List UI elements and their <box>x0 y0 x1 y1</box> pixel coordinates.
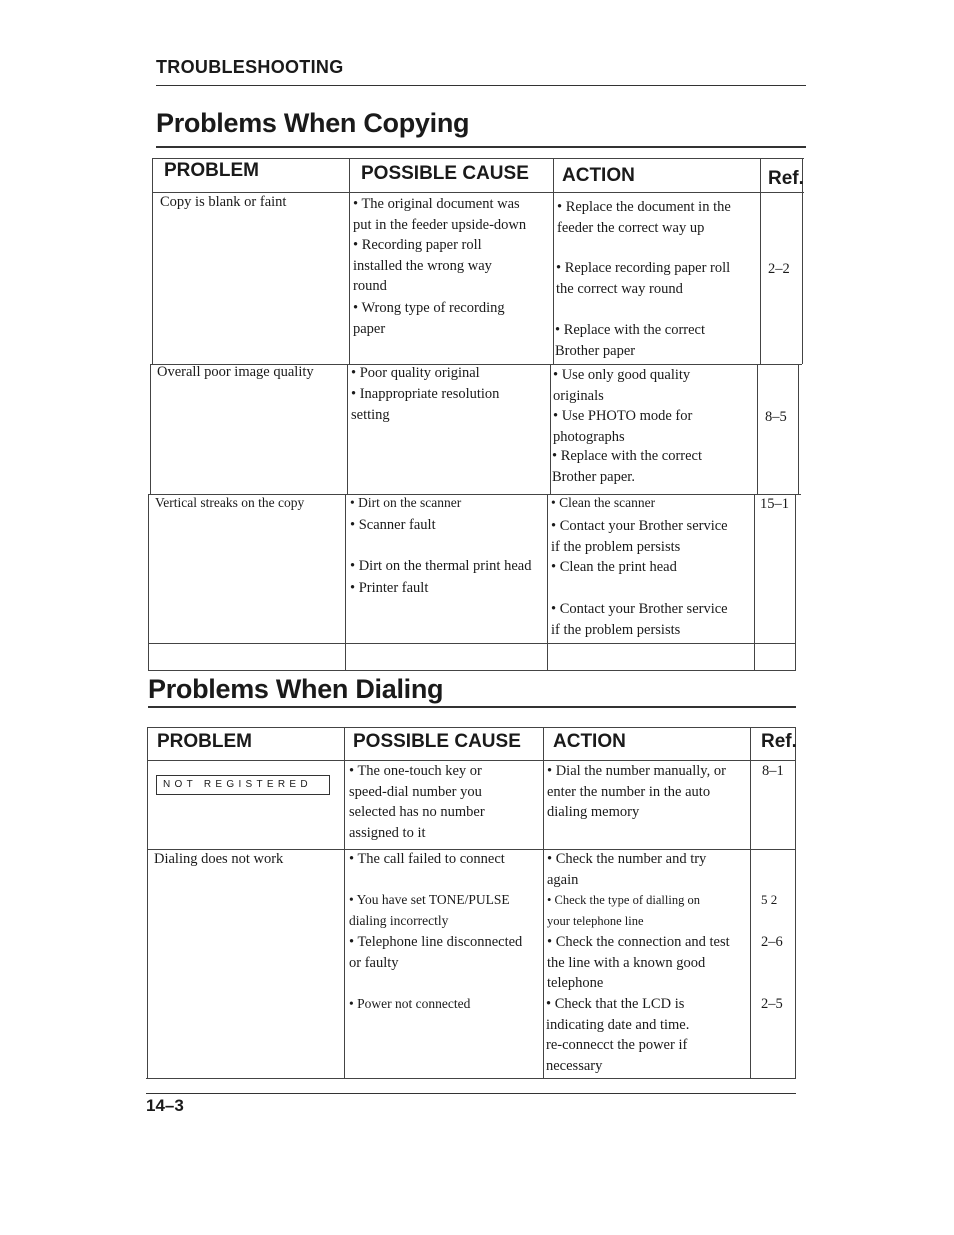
copying-row-3-cause: • Dirt on the thermal print head <box>350 558 532 574</box>
dialing-header-ref: Ref. <box>761 731 797 752</box>
dialing-col-line <box>344 727 345 1078</box>
copying-row-2-cause: • Inappropriate resolution setting <box>351 386 500 423</box>
page-number: 14–3 <box>146 1096 184 1115</box>
copying-row-3-ref: 15–1 <box>760 496 789 512</box>
top-rule <box>156 85 806 86</box>
copying-row-1-ref: 2–2 <box>768 261 790 277</box>
dialing-col-line <box>543 727 544 1078</box>
copying-col-line <box>547 494 548 670</box>
copying-row-3-action: • Contact your Brother service if the problem persists <box>551 518 728 555</box>
copying-row-1-action: • Replace the document in the feeder the correct way up <box>557 199 731 236</box>
lcd-message-display: NOT REGISTERED <box>156 775 330 795</box>
dialing-col-line <box>795 727 796 1078</box>
dialing-col-line <box>750 727 751 1078</box>
dialing-header-problem: PROBLEM <box>157 731 252 752</box>
copying-row-1-action: • Replace recording paper roll the correct way round <box>556 260 731 297</box>
copying-header-cause: POSSIBLE CAUSE <box>361 163 529 184</box>
dialing-header-action: ACTION <box>553 731 626 752</box>
dialing-table-top <box>148 727 796 728</box>
dialing-heading: Problems When Dialing <box>148 674 444 704</box>
dialing-heading-rule <box>148 706 796 708</box>
dialing-table-bottom <box>146 1078 796 1079</box>
copying-row-divider <box>148 643 796 644</box>
copying-header-action: ACTION <box>562 165 635 186</box>
copying-row-3-action: • Contact your Brother service if the problem persists <box>551 601 728 638</box>
copying-col-line <box>148 494 149 670</box>
copying-col-line <box>150 364 151 494</box>
copying-heading: Problems When Copying <box>156 108 470 138</box>
dialing-row-2-action: • Check that the LCD is indicating date and time. re-connecct the power if necessary <box>546 996 690 1074</box>
copying-col-line <box>553 158 554 364</box>
dialing-row-2-action: • Check the type of dialling on your telephone line <box>547 893 700 928</box>
footer-rule <box>146 1093 796 1094</box>
dialing-row-2-cause: • Power not connected <box>349 996 471 1011</box>
copying-row-3-cause: • Dirt on the scanner <box>350 495 462 510</box>
copying-row-2-ref: 8–5 <box>765 409 787 425</box>
copying-col-line <box>347 364 348 494</box>
copying-row-1-cause: • Recording paper roll installed the wrong way round <box>353 237 492 294</box>
copying-table-bottom <box>148 670 796 671</box>
copying-col-line <box>349 158 350 364</box>
dialing-row-1-cause: • The one-touch key or speed-dial number you selected has no number assigned to it <box>349 763 485 841</box>
copying-row-2-problem: Overall poor image quality <box>157 364 314 380</box>
dialing-row-2-ref: 2–6 <box>761 934 783 950</box>
copying-row-3-cause: • Scanner fault <box>350 517 436 533</box>
dialing-row-2-cause: • Telephone line disconnected or faulty <box>349 934 523 971</box>
copying-row-1-cause: • Wrong type of recording paper <box>353 300 505 337</box>
dialing-row-2-ref: 5 2 <box>761 892 778 907</box>
dialing-row-2-action: • Check the number and try again <box>547 851 707 888</box>
dialing-row-2-cause: • You have set TONE/PULSE dialing incorrectly <box>349 892 510 928</box>
copying-table-top <box>152 158 804 159</box>
dialing-header-cause: POSSIBLE CAUSE <box>353 731 521 752</box>
dialing-row-2-problem: Dialing does not work <box>154 851 284 867</box>
copying-row-2-action: • Use only good quality originals <box>553 367 691 404</box>
copying-row-1-action: • Replace with the correct Brother paper <box>555 322 706 359</box>
section-label: TROUBLESHOOTING <box>156 57 344 77</box>
copying-row-2-action: • Use PHOTO mode for photographs <box>553 408 693 445</box>
copying-row-1-cause: • The original document was put in the feeder upside-down <box>353 196 527 233</box>
copying-col-line <box>754 494 755 670</box>
dialing-row-1-ref: 8–1 <box>762 763 784 779</box>
dialing-col-line <box>147 727 148 1078</box>
copying-col-line <box>152 158 153 364</box>
copying-row-3-problem: Vertical streaks on the copy <box>155 495 305 510</box>
copying-row-3-cause: • Printer fault <box>350 580 429 596</box>
copying-row-2-action: • Replace with the correct Brother paper. <box>552 448 703 485</box>
copying-row-3-action: • Clean the print head <box>551 559 677 575</box>
dialing-row-1-action: • Dial the number manually, or enter the number in the auto dialing memory <box>547 763 726 820</box>
copying-col-line <box>760 158 761 364</box>
copying-col-line <box>798 364 799 494</box>
dialing-row-2-ref: 2–5 <box>761 996 783 1012</box>
copying-heading-rule <box>156 146 806 148</box>
copying-col-line <box>795 494 796 670</box>
copying-col-line <box>757 364 758 494</box>
dialing-row-2-action: • Check the connection and test the line with a known good telephone <box>547 934 730 991</box>
copying-row-1-problem: Copy is blank or faint <box>160 194 287 210</box>
copying-header-ref: Ref. <box>768 168 804 189</box>
copying-header-problem: PROBLEM <box>164 160 259 181</box>
dialing-row-2-cause: • The call failed to connect <box>349 851 505 867</box>
copying-row-3-action: • Clean the scanner <box>551 495 656 510</box>
copying-col-line <box>345 494 346 670</box>
copying-row-2-cause: • Poor quality original <box>351 365 480 381</box>
copying-col-line <box>550 364 551 494</box>
